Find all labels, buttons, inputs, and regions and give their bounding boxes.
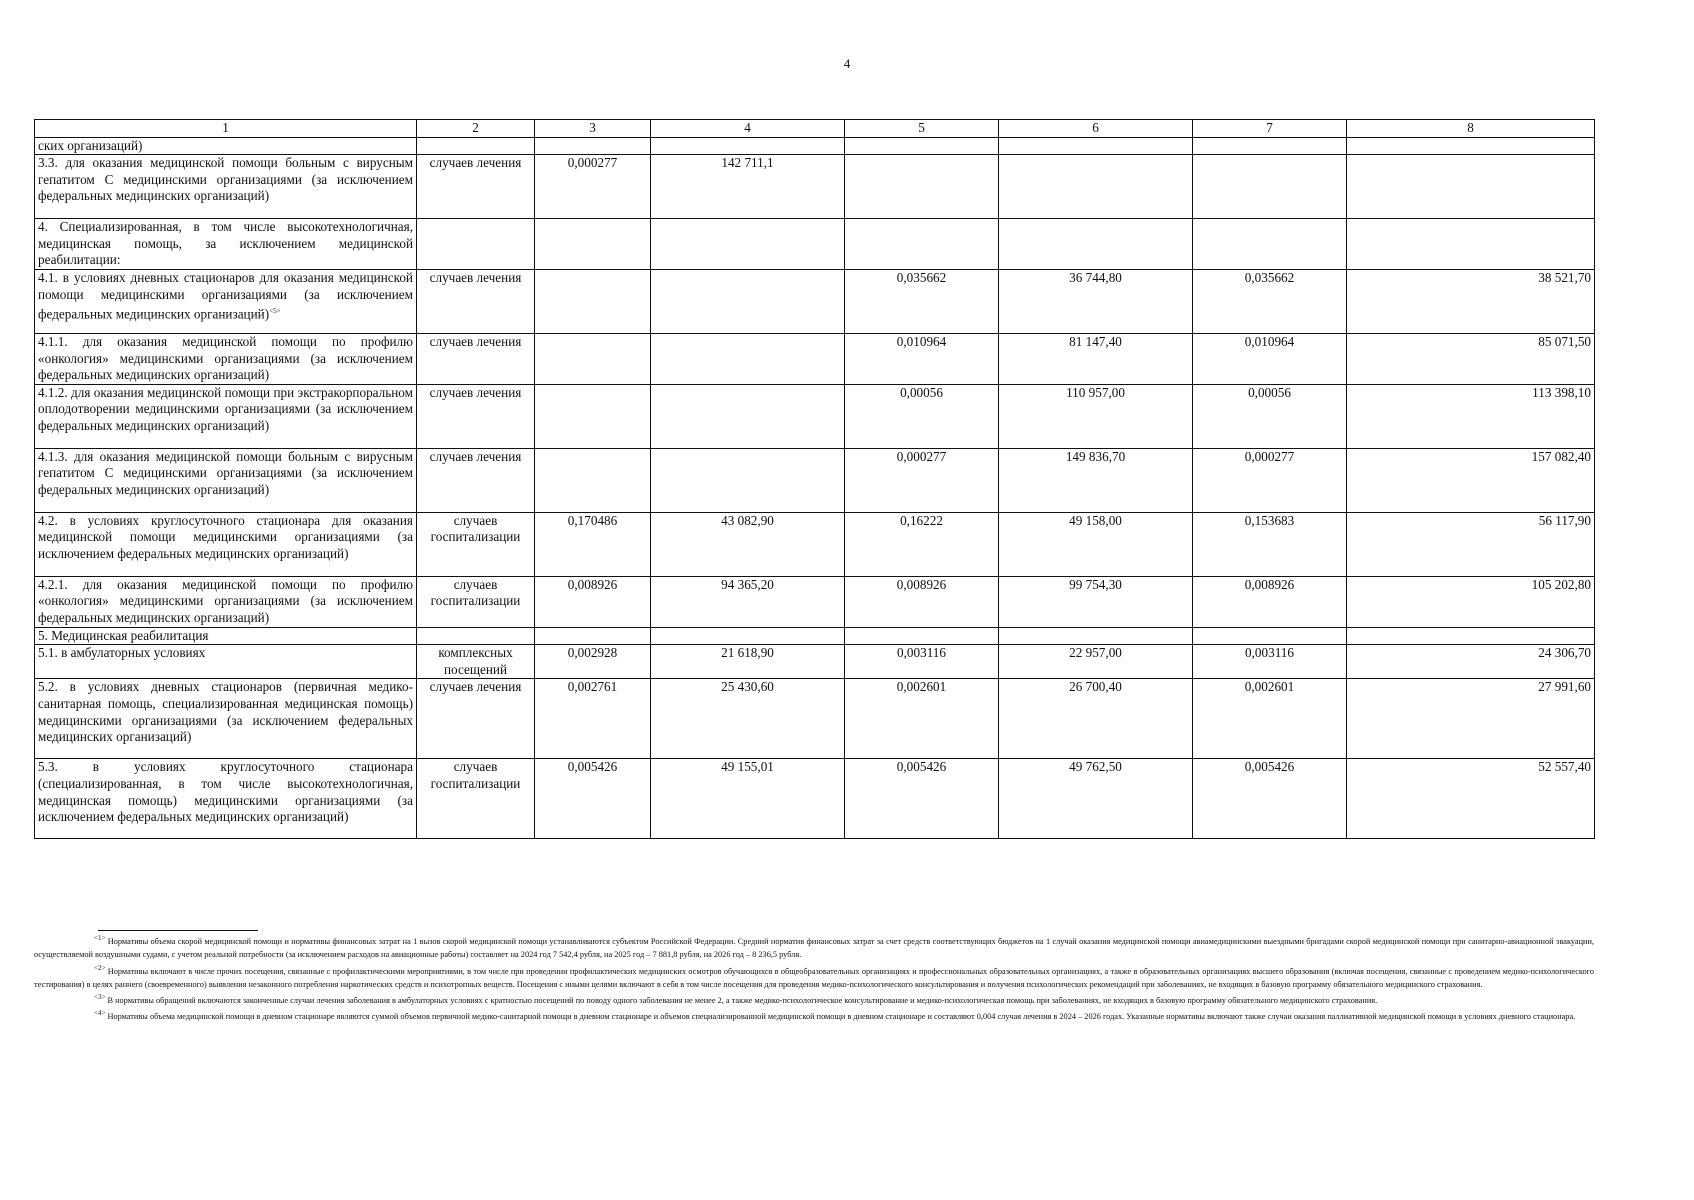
table-row: [35, 155, 1595, 219]
value-cell-c8: 113 398,10: [1347, 384, 1595, 448]
unit-cell: комплексных посещений: [417, 645, 535, 679]
unit-cell: случаев госпитализации: [417, 576, 535, 627]
value-cell-c4: 43 082,90: [651, 512, 845, 576]
column-header: 8: [1347, 120, 1595, 138]
value-cell-c6: 36 744,80: [999, 269, 1193, 333]
row-name: 5.3. в условиях круглосуточного стационара (специализированная, в том числе высокотехнологичная, медицинская помощь) медицинскими организациями (за исключением федеральных медицинских организаций): [38, 759, 413, 825]
value-cell-c6: [999, 137, 1193, 155]
unit-cell: случаев лечения: [417, 448, 535, 512]
value-cell-c4: [651, 384, 845, 448]
table-row: [35, 512, 1595, 576]
value-cell-c5: 0,002601: [845, 679, 999, 759]
footnote-mark: <3>: [94, 993, 106, 1002]
value-cell-c7: 0,000277: [1193, 448, 1347, 512]
value-cell-c3: [535, 627, 651, 645]
row-name: 4.1.3. для оказания медицинской помощи больным с вирусным гепатитом С медицинскими организациями (за исключением федеральных медицинских организаций): [38, 448, 413, 497]
footnote: [34, 1007, 1594, 1023]
value-cell-c4: 21 618,90: [651, 645, 845, 679]
value-cell-c8: [1347, 155, 1595, 219]
value-cell-c4: [651, 269, 845, 333]
value-cell-c7: 0,00056: [1193, 384, 1347, 448]
value-cell-c3: [535, 448, 651, 512]
value-cell-c4: 49 155,01: [651, 759, 845, 839]
footnote-text: Нормативы включают в числе прочих посещения, связанные с профилактическими мероприятиями, в том числе при проведении профилактических медицинских осмотров обучающихся в общеобразовательных организациях и профессиональных образовательных организациях, а также в образовательных организациях высшего образования (включая посещения, связанные с проведением медико-психологического тестирования) в целях раннего (своевременного) выявления незаконного потребления наркотических средств и психотропных веществ. Посещения с иными целями включают в себя в том числе посещения для проведения медико-психологического консультирования и получения психологических рекомендаций при заболеваниях, не входящих в базовую программу обязательного медицинского страхования.: [34, 966, 1595, 989]
row-name: 3.3. для оказания медицинской помощи больным с вирусным гепатитом С медицинскими организациями (за исключением федеральных медицинских организаций): [38, 155, 413, 204]
row-name: 4.1.1. для оказания медицинской помощи по профилю «онкология» медицинскими организациями (за исключением федеральных медицинских организаций): [38, 333, 413, 383]
value-cell-c5: 0,003116: [845, 645, 999, 679]
value-cell-c4: 25 430,60: [651, 679, 845, 759]
unit-cell: случаев лечения: [417, 384, 535, 448]
value-cell-c6: 149 836,70: [999, 448, 1193, 512]
column-header: 5: [845, 120, 999, 138]
value-cell-c5: [845, 137, 999, 155]
row-name: 4.2. в условиях круглосуточного стационара для оказания медицинской помощи медицинскими организациями (за исключением федеральных медицинских организаций): [38, 512, 413, 561]
value-cell-c6: [999, 627, 1193, 645]
value-cell-c8: [1347, 137, 1595, 155]
value-cell-c8: [1347, 219, 1595, 270]
value-cell-c5: 0,005426: [845, 759, 999, 839]
column-header: 2: [417, 120, 535, 138]
footnote-mark: <1>: [94, 934, 106, 942]
row-name-cell: [35, 759, 417, 839]
row-name-cell: [35, 512, 417, 576]
column-header: 6: [999, 120, 1193, 138]
value-cell-c4: [651, 448, 845, 512]
table-row: [35, 333, 1595, 384]
value-cell-c6: 49 762,50: [999, 759, 1193, 839]
row-name-cell: [35, 645, 417, 679]
value-cell-c6: 22 957,00: [999, 645, 1193, 679]
value-cell-c3: 0,008926: [535, 576, 651, 627]
footnote-rule: [98, 930, 258, 931]
value-cell-c7: 0,002601: [1193, 679, 1347, 759]
table-row: [35, 759, 1595, 839]
value-cell-c8: 105 202,80: [1347, 576, 1595, 627]
footnote-list: [34, 932, 1594, 1024]
row-name-cell: [35, 627, 417, 645]
footnotes: [34, 930, 1594, 1024]
value-cell-c3: [535, 333, 651, 384]
table-row: [35, 384, 1595, 448]
row-name: 4.1. в условиях дневных стационаров для оказания медицинской помощи медицинскими организациями (за исключением федеральных медицинских организаций): [38, 269, 413, 322]
value-cell-c5: [845, 219, 999, 270]
value-cell-c3: 0,170486: [535, 512, 651, 576]
footnote: [34, 991, 1594, 1007]
unit-cell: случаев лечения: [417, 269, 535, 333]
footnote-mark: <2>: [94, 963, 106, 972]
value-cell-c4: [651, 219, 845, 270]
value-cell-c4: [651, 627, 845, 645]
value-cell-c6: 110 957,00: [999, 384, 1193, 448]
unit-cell: случаев лечения: [417, 155, 535, 219]
value-cell-c3: 0,005426: [535, 759, 651, 839]
value-cell-c7: [1193, 155, 1347, 219]
row-name: 5.1. в амбулаторных условиях: [38, 645, 206, 661]
table-row: [35, 448, 1595, 512]
row-name-cell: [35, 333, 417, 384]
table-row: [35, 269, 1595, 333]
value-cell-c8: 52 557,40: [1347, 759, 1595, 839]
row-name-cell: [35, 679, 417, 759]
row-name-cell: [35, 576, 417, 627]
footnote-ref: <5>: [269, 307, 281, 316]
table-body: [35, 137, 1595, 839]
value-cell-c6: 49 158,00: [999, 512, 1193, 576]
value-cell-c4: 94 365,20: [651, 576, 845, 627]
value-cell-c4: [651, 333, 845, 384]
unit-cell: [417, 627, 535, 645]
value-cell-c8: [1347, 627, 1595, 645]
value-cell-c8: 157 082,40: [1347, 448, 1595, 512]
row-name-cell: [35, 137, 417, 155]
value-cell-c5: 0,010964: [845, 333, 999, 384]
unit-cell: случаев лечения: [417, 333, 535, 384]
value-cell-c3: [535, 219, 651, 270]
footnote-text: В нормативы обращений включаются законченные случаи лечения заболевания в амбулаторных условиях с кратностью посещений по поводу одного заболевания не менее 2, а также медико-психологическое консультирование и медико-психологическая помощь при заболеваниях, не входящих в базовую программу обязательного медицинского страхования.: [107, 995, 1378, 1005]
table-row: [35, 645, 1595, 679]
value-cell-c5: 0,16222: [845, 512, 999, 576]
value-cell-c8: 38 521,70: [1347, 269, 1595, 333]
column-header: 3: [535, 120, 651, 138]
header-row: [35, 120, 1595, 138]
value-cell-c8: 56 117,90: [1347, 512, 1595, 576]
value-cell-c7: 0,003116: [1193, 645, 1347, 679]
unit-cell: [417, 219, 535, 270]
value-cell-c7: 0,035662: [1193, 269, 1347, 333]
value-cell-c8: 27 991,60: [1347, 679, 1595, 759]
value-cell-c5: [845, 627, 999, 645]
footnote-text: Нормативы объема скорой медицинской помощи и нормативы финансовых затрат на 1 вызов скорой медицинской помощи устанавливаются субъектом Российской Федерации. Средний норматив финансовых затрат за счет средств соответствующих бюджетов на 1 случай оказания медицинской помощи авиамедицинскими выездными бригадами скорой медицинской помощи при санитарно-авиационной эвакуации, осуществляемой воздушными судами, с учетом реальной потребности (за исключением расходов на авиационные работы) составляет на 2024 год 7 542,4 рубля, на 2025 год – 7 881,8 рубля, на 2026 год – 8 236,5 рубля.: [34, 936, 1594, 960]
row-name: ских организаций): [38, 137, 143, 153]
value-cell-c5: 0,035662: [845, 269, 999, 333]
value-cell-c5: 0,00056: [845, 384, 999, 448]
unit-cell: [417, 137, 535, 155]
value-cell-c3: 0,002928: [535, 645, 651, 679]
row-name: 4. Специализированная, в том числе высокотехнологичная, медицинская помощь, за исключением медицинской реабилитации:: [38, 219, 413, 268]
row-name-cell: [35, 155, 417, 219]
row-name: 5.2. в условиях дневных стационаров (первичная медико-санитарная помощь, специализированная медицинская помощь) медицинскими организациями (за исключением федеральных медицинских организаций): [38, 679, 413, 745]
row-name-cell: [35, 269, 417, 333]
column-header: 7: [1193, 120, 1347, 138]
value-cell-c5: 0,000277: [845, 448, 999, 512]
footnote: [34, 932, 1594, 962]
value-cell-c6: 26 700,40: [999, 679, 1193, 759]
footnote-mark: <4>: [94, 1009, 106, 1018]
value-cell-c3: [535, 384, 651, 448]
value-cell-c4: [651, 137, 845, 155]
unit-cell: случаев лечения: [417, 679, 535, 759]
footnote: [34, 962, 1594, 992]
value-cell-c6: [999, 155, 1193, 219]
value-cell-c3: [535, 269, 651, 333]
value-cell-c7: 0,005426: [1193, 759, 1347, 839]
norms-table: [34, 119, 1595, 839]
table-row: [35, 137, 1595, 155]
row-name: 5. Медицинская реабилитация: [38, 627, 209, 643]
unit-cell: случаев госпитализации: [417, 759, 535, 839]
value-cell-c6: 99 754,30: [999, 576, 1193, 627]
table-row: [35, 627, 1595, 645]
value-cell-c7: 0,010964: [1193, 333, 1347, 384]
value-cell-c3: [535, 137, 651, 155]
footnote-text: Нормативы объема медицинской помощи в дневном стационаре являются суммой объемов первичной медико-санитарной помощи в дневном стационаре и объемов специализированной медицинской помощи в дневном стационаре и составляют 0,004 случая лечения в 2024 – 2026 годах. Указанные нормативы включают также случаи оказания паллиативной медицинской помощи в условиях дневного стационара.: [107, 1012, 1576, 1022]
value-cell-c3: 0,000277: [535, 155, 651, 219]
row-name-cell: [35, 448, 417, 512]
row-name: 4.2.1. для оказания медицинской помощи по профилю «онкология» медицинскими организациями (за исключением федеральных медицинских организаций): [38, 576, 413, 625]
table-row: [35, 219, 1595, 270]
value-cell-c7: [1193, 627, 1347, 645]
table-row: [35, 679, 1595, 759]
column-header: 1: [35, 120, 417, 138]
row-name-cell: [35, 219, 417, 270]
value-cell-c4: 142 711,1: [651, 155, 845, 219]
value-cell-c3: 0,002761: [535, 679, 651, 759]
value-cell-c7: [1193, 219, 1347, 270]
value-cell-c6: 81 147,40: [999, 333, 1193, 384]
value-cell-c7: [1193, 137, 1347, 155]
table-row: [35, 576, 1595, 627]
value-cell-c8: 24 306,70: [1347, 645, 1595, 679]
page-number: 4: [843, 56, 851, 71]
column-header: 4: [651, 120, 845, 138]
value-cell-c6: [999, 219, 1193, 270]
value-cell-c5: [845, 155, 999, 219]
unit-cell: случаев госпитализации: [417, 512, 535, 576]
value-cell-c8: 85 071,50: [1347, 333, 1595, 384]
value-cell-c7: 0,008926: [1193, 576, 1347, 627]
row-name: 4.1.2. для оказания медицинской помощи при экстракорпоральном оплодотворении медицинскими организациями (за исключением федеральных медицинских организаций): [38, 384, 413, 433]
row-name-cell: [35, 384, 417, 448]
value-cell-c7: 0,153683: [1193, 512, 1347, 576]
value-cell-c5: 0,008926: [845, 576, 999, 627]
